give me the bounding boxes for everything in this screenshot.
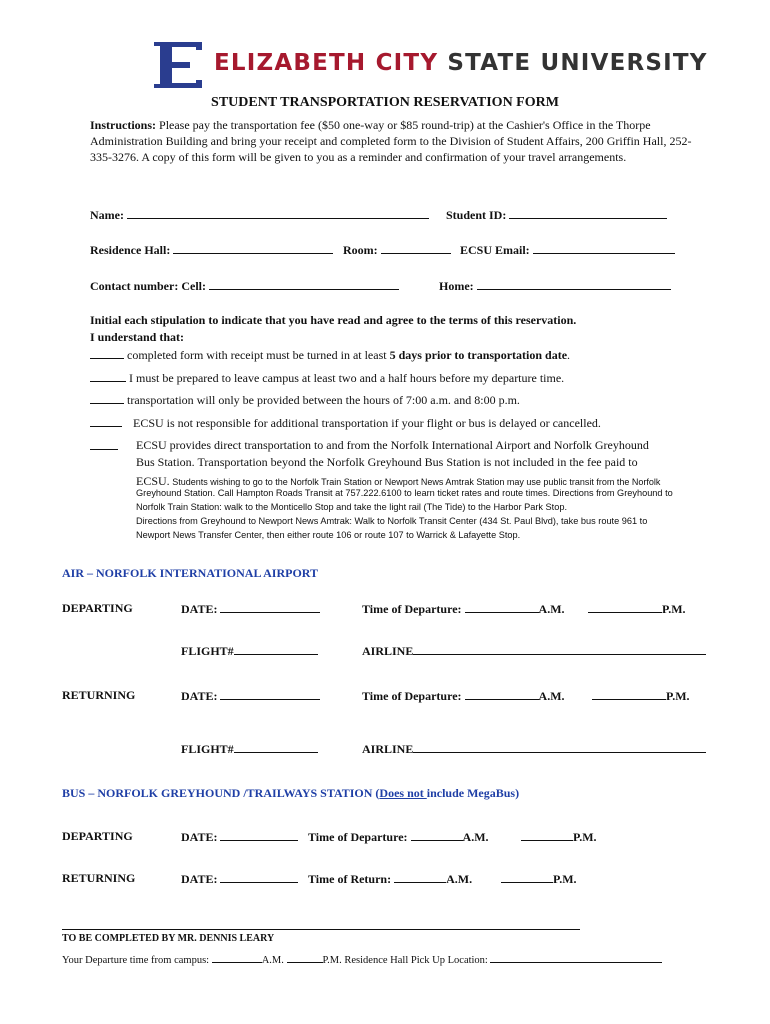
air-departing-time-field[interactable] (362, 601, 565, 617)
name-field[interactable] (90, 207, 429, 223)
air-returning-pm-label: P.M. (666, 689, 690, 703)
university-logo-text (214, 50, 708, 76)
initial-blank-3[interactable] (90, 392, 124, 404)
departure-am-label: A.M. (261, 955, 284, 966)
stipulation-1-text: completed form with receipt must be turned in at least (127, 348, 390, 362)
room-label: Room: (343, 243, 378, 257)
stipulation-1-end: . (567, 348, 571, 362)
stipulation-5-small-2: Greyhound Station. Call Hampton Roads Transit at 757.222.6100 to learn ticket rates and route times. Directions from Greyhound to (136, 488, 673, 498)
air-returning-date-line[interactable] (220, 688, 320, 700)
stipulation-5-small-1: Students wishing to go to the Norfolk Train Station or Newport News Amtrak Station may use public transit from the Norfolk (169, 477, 661, 487)
air-departing-pm-label: P.M. (662, 602, 686, 616)
bus-departing-pm-line[interactable] (521, 829, 573, 841)
stipulation-5-small-5: Newport News Transfer Center, then either route 106 or route 107 to Warrick & Lafayette Stop. (136, 530, 521, 540)
bus-returning-date-field[interactable] (181, 871, 298, 887)
air-departing-time-label: Time of Departure: (362, 602, 462, 616)
air-returning-label: RETURNING (62, 688, 136, 702)
air-departing-am-label: A.M. (538, 602, 565, 616)
bus-heading-post: include MegaBus) (426, 786, 520, 800)
initial-blank-5[interactable] (90, 438, 118, 450)
contact-cell-field[interactable] (90, 278, 399, 294)
contact-cell-line[interactable] (209, 278, 399, 290)
ecsu-logo-e-icon (152, 40, 206, 90)
residence-hall-field[interactable] (90, 242, 333, 258)
stipulation-1 (90, 347, 570, 363)
air-returning-pm-field[interactable] (592, 688, 690, 704)
bus-departing-pm-label: P.M. (573, 830, 597, 844)
stipulation-5-small-4: Directions from Greyhound to Newport News Amtrak: Walk to Norfolk Transit Center (434 St. Paul Blvd), take bus route 961 to (136, 516, 648, 526)
air-returning-flight-label: FLIGHT# (181, 742, 234, 756)
departure-time-row[interactable] (62, 953, 662, 966)
bus-returning-label: RETURNING (62, 871, 136, 885)
student-id-field[interactable] (446, 207, 667, 223)
logo-text-red: ELIZABETH CITY (214, 50, 439, 76)
stipulation-5-line-2: Bus Station. Transportation beyond the Norfolk Greyhound Bus Station is not included in the fee paid to (136, 455, 638, 469)
name-line[interactable] (127, 207, 429, 219)
stipulation-2 (90, 370, 564, 386)
air-departing-airline-line[interactable] (413, 643, 706, 655)
air-departing-pm-field[interactable] (588, 601, 686, 617)
bus-departing-label: DEPARTING (62, 829, 133, 843)
air-departing-pm-line[interactable] (588, 601, 662, 613)
air-departing-airline-field[interactable] (362, 643, 706, 659)
initial-blank-4[interactable] (90, 415, 122, 427)
air-returning-time-label: Time of Departure: (362, 689, 462, 703)
air-departing-airline-label: AIRLINE (362, 644, 414, 658)
bus-heading-underline: Does not (379, 786, 427, 800)
completed-by-label: TO BE COMPLETED BY MR. DENNIS LEARY (62, 933, 275, 944)
room-line[interactable] (381, 242, 451, 254)
initial-blank-1[interactable] (90, 347, 124, 359)
air-returning-airline-label: AIRLINE (362, 742, 414, 756)
air-returning-date-field[interactable] (181, 688, 320, 704)
bus-departing-date-line[interactable] (220, 829, 298, 841)
home-phone-label: Home: (439, 279, 474, 293)
ecsu-email-field[interactable] (460, 242, 675, 258)
bus-returning-pm-line[interactable] (501, 871, 553, 883)
bus-returning-am-label: A.M. (446, 872, 473, 886)
air-departing-date-label: DATE: (181, 602, 218, 616)
stipulation-3 (90, 392, 520, 408)
residence-hall-line[interactable] (173, 242, 333, 254)
bus-departing-pm-field[interactable] (521, 829, 597, 845)
pickup-location-label: Residence Hall Pick Up Location: (344, 955, 488, 966)
bus-departing-time-field[interactable] (308, 829, 489, 845)
instructions-label: Instructions: (90, 118, 157, 132)
student-id-label: Student ID: (446, 208, 507, 222)
bus-departing-am-line[interactable] (411, 829, 463, 841)
departure-pm-label: P.M. (322, 955, 342, 966)
stipulations-intro: Initial each stipulation to indicate that you have read and agree to the terms of this reservation. (90, 313, 577, 327)
air-returning-pm-line[interactable] (592, 688, 666, 700)
departure-am-line[interactable] (212, 953, 262, 963)
stipulations-intro-2: I understand that: (90, 330, 185, 344)
bus-section-heading (62, 786, 519, 801)
air-departing-label: DEPARTING (62, 601, 133, 615)
stipulation-5-ecsu: ECSU. (136, 474, 170, 488)
air-departing-flight-line[interactable] (234, 643, 318, 655)
pickup-location-line[interactable] (490, 953, 662, 963)
air-departing-flight-label: FLIGHT# (181, 644, 234, 658)
logo-text-dark: STATE UNIVERSITY (447, 50, 708, 76)
air-returning-am-line[interactable] (465, 688, 539, 700)
home-phone-field[interactable] (439, 278, 671, 294)
air-departing-date-field[interactable] (181, 601, 320, 617)
bus-departing-time-label: Time of Departure: (308, 830, 408, 844)
stipulation-4 (90, 415, 601, 431)
bus-departing-am-label: A.M. (462, 830, 489, 844)
air-departing-date-line[interactable] (220, 601, 320, 613)
room-field[interactable] (343, 242, 451, 258)
air-departing-flight-field[interactable] (181, 643, 318, 659)
student-id-line[interactable] (509, 207, 667, 219)
air-returning-flight-line[interactable] (234, 741, 318, 753)
form-title: STUDENT TRANSPORTATION RESERVATION FORM (211, 95, 559, 110)
residence-hall-label: Residence Hall: (90, 243, 171, 257)
bus-returning-time-field[interactable] (308, 871, 472, 887)
air-returning-airline-field[interactable] (362, 741, 706, 757)
initial-blank-2[interactable] (90, 370, 126, 382)
ecsu-email-line[interactable] (533, 242, 675, 254)
separator-line (62, 929, 580, 930)
home-phone-line[interactable] (477, 278, 671, 290)
bus-returning-date-label: DATE: (181, 872, 218, 886)
air-returning-airline-line[interactable] (413, 741, 706, 753)
air-returning-flight-field[interactable] (181, 741, 318, 757)
stipulation-4-text: ECSU is not responsible for additional transportation if your flight or bus is delayed or cancelled. (133, 416, 601, 430)
air-returning-date-label: DATE: (181, 689, 218, 703)
bus-returning-date-line[interactable] (220, 871, 298, 883)
initial-blank-5-wrap (90, 438, 118, 454)
air-returning-time-field[interactable] (362, 688, 565, 704)
stipulation-5-small-3: Norfolk Train Station: walk to the Monticello Stop and take the light rail (The Tide) to the Harbor Park Stop. (136, 502, 568, 512)
bus-departing-date-label: DATE: (181, 830, 218, 844)
stipulation-3-text: transportation will only be provided between the hours of 7:00 a.m. and 8:00 p.m. (127, 393, 520, 407)
departure-time-label: Your Departure time from campus: (62, 955, 210, 966)
bus-returning-am-line[interactable] (394, 871, 446, 883)
air-departing-am-line[interactable] (465, 601, 539, 613)
air-returning-am-label: A.M. (538, 689, 565, 703)
bus-heading-pre: BUS – NORFOLK GREYHOUND /TRAILWAYS STATION ( (62, 786, 380, 800)
bus-returning-pm-label: P.M. (553, 872, 577, 886)
bus-returning-pm-field[interactable] (501, 871, 577, 887)
instructions-text: Please pay the transportation fee ($50 one-way or $85 round-trip) at the Cashier's Office in the Thorpe Administration Building and bring your receipt and completed form to the Division of Student Affairs, 200 Griffin Hall, 252-335-3276. A copy of this form will be given to you as a reminder and confirmation of your travel arrangements. (90, 118, 692, 164)
contact-cell-label: Contact number: Cell: (90, 279, 206, 293)
bus-departing-date-field[interactable] (181, 829, 298, 845)
departure-pm-line[interactable] (287, 953, 323, 963)
stipulation-1-bold: 5 days prior to transportation date (389, 348, 568, 362)
stipulation-2-text: I must be prepared to leave campus at least two and a half hours before my departure time. (129, 371, 565, 385)
instructions (90, 117, 700, 165)
stipulation-5-line-1: ECSU provides direct transportation to and from the Norfolk International Airport and Norfolk Greyhound (136, 438, 649, 452)
bus-returning-time-label: Time of Return: (308, 872, 392, 886)
air-section-heading: AIR – NORFOLK INTERNATIONAL AIRPORT (62, 566, 319, 580)
ecsu-email-label: ECSU Email: (460, 243, 530, 257)
name-label: Name: (90, 208, 124, 222)
